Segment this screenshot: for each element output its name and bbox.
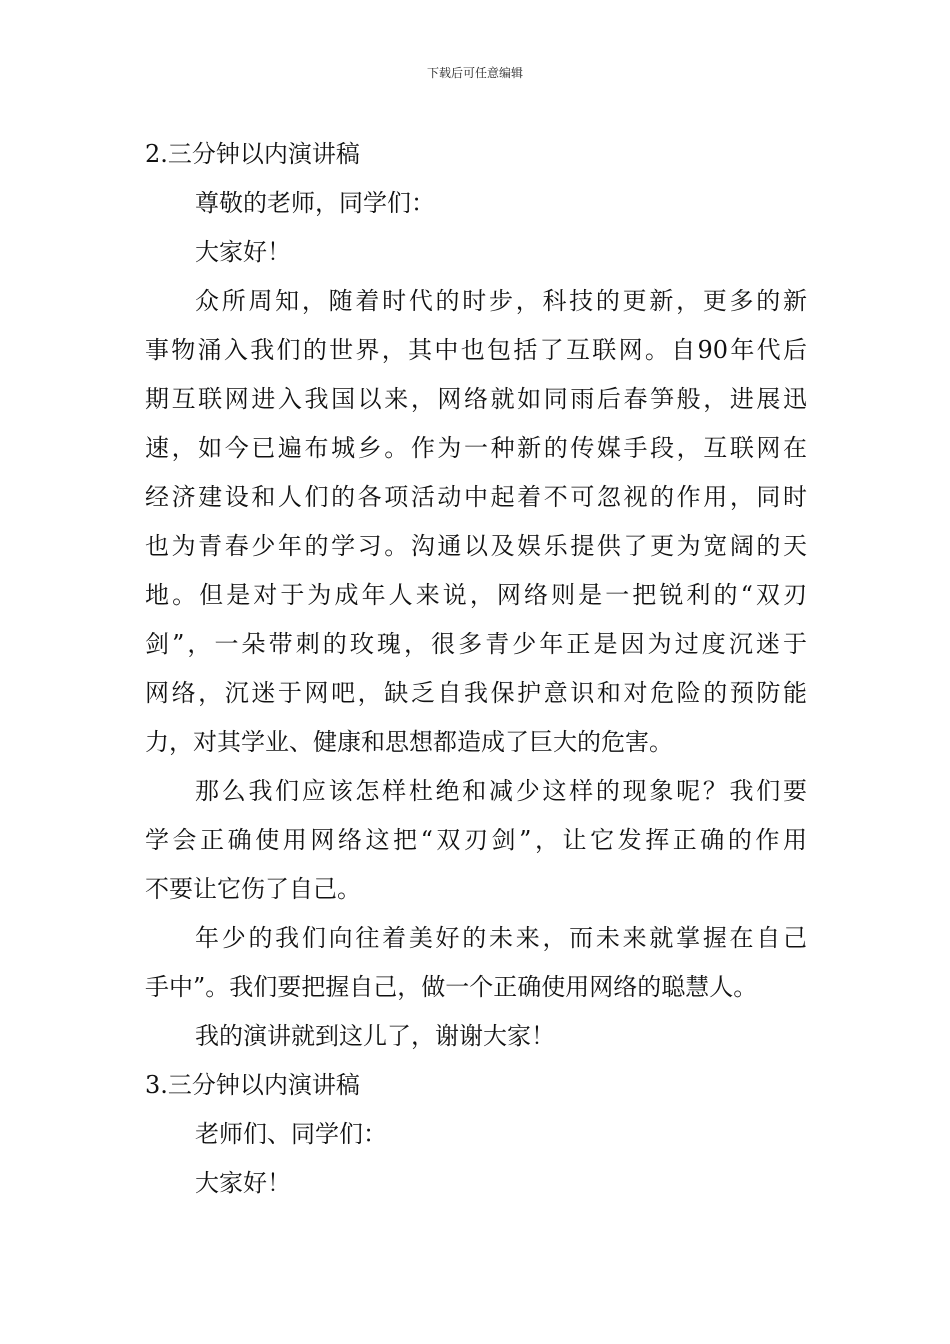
paragraph-line: 剑”，一朵带刺的玫瑰，很多青少年正是因为过度沉迷于	[145, 630, 807, 658]
paragraph-line: 期互联网进入我国以来，网络就如同雨后春笋般，进展迅	[145, 385, 807, 413]
paragraph-line: 学会正确使用网络这把“双刃剑”，让它发挥正确的作用	[145, 826, 807, 854]
paragraph	[145, 277, 807, 767]
section-heading: 3.三分钟以内演讲稿	[145, 1071, 360, 1099]
paragraph-line: 网络，沉迷于网吧，缺乏自我保护意识和对危险的预防能	[145, 679, 807, 707]
paragraph-line: 手中”。我们要把握自己，做一个正确使用网络的聪慧人。	[145, 973, 758, 1001]
paragraph-line: 速，如今已遍布城乡。作为一种新的传媒手段，互联网在	[145, 434, 807, 462]
hello-line: 大家好！	[195, 1169, 291, 1197]
paragraph-line: 经济建设和人们的各项活动中起着不可忽视的作用，同时	[145, 483, 807, 511]
greeting: 尊敬的老师，同学们：	[195, 189, 435, 217]
paragraph	[145, 914, 807, 1012]
paragraph-line: 也为青春少年的学习。沟通以及娱乐提供了更为宽阔的天	[145, 532, 807, 560]
paragraph-line: 地。但是对于为成年人来说，网络则是一把锐利的“双刃	[145, 581, 807, 609]
paragraph-line: 那么我们应该怎样杜绝和减少这样的现象呢？我们要	[195, 777, 807, 805]
page-header: 下载后可任意编辑	[426, 66, 523, 80]
document-body	[145, 130, 807, 1208]
paragraph-line: 不要让它伤了自己。	[145, 875, 361, 903]
paragraph-line: 年少的我们向往着美好的未来，而未来就掌握在自己	[195, 924, 807, 952]
paragraph	[145, 767, 807, 914]
paragraph-line: 力，对其学业、健康和思想都造成了巨大的危害。	[145, 728, 673, 756]
hello-line: 大家好！	[195, 238, 291, 266]
greeting: 老师们、同学们：	[195, 1120, 387, 1148]
section-heading: 2.三分钟以内演讲稿	[145, 140, 360, 168]
closing-line: 我的演讲就到这儿了，谢谢大家！	[195, 1022, 555, 1050]
paragraph-line: 众所周知，随着时代的时步，科技的更新，更多的新	[195, 287, 807, 315]
paragraph-line: 事物涌入我们的世界，其中也包括了互联网。自90年代后	[145, 336, 807, 364]
